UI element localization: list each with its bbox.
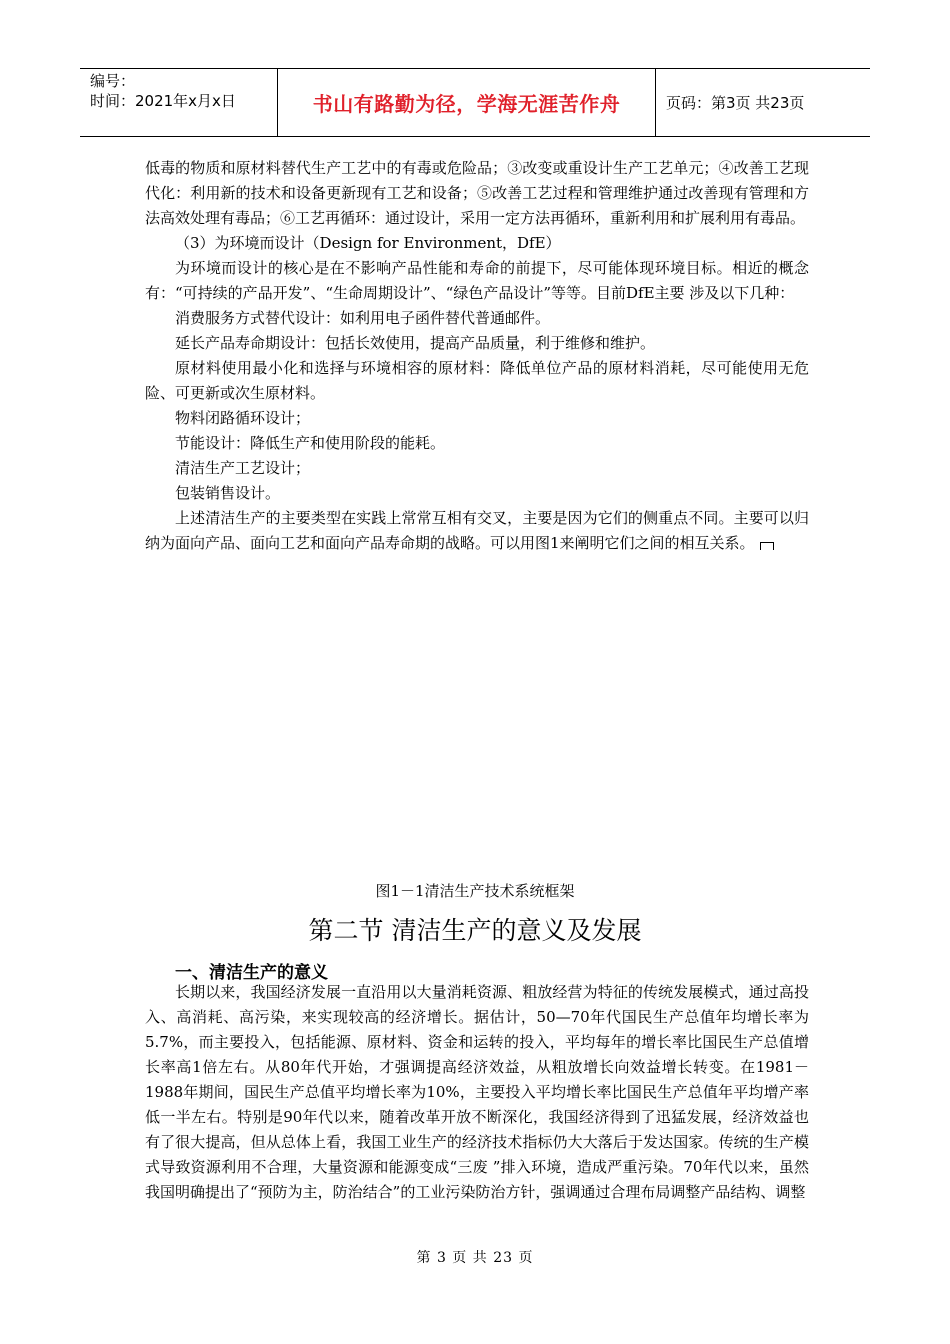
figure-caption: 图1－1清洁生产技术系统框架 bbox=[375, 882, 575, 900]
summary-text: 上述清洁生产的主要类型在实践上常常互相有交叉，主要是因为它们的侧重点不同。主要可以归纳为面向产品、面向工艺和面向产品寿命期的战略。可以用图1来阐明它们之间的相互关系。 bbox=[145, 509, 809, 552]
list-item-energy-saving: 节能设计：降低生产和使用阶段的能耗。 bbox=[175, 434, 446, 452]
paragraph-process-improvements: 低毒的物质和原材料替代生产工艺中的有毒或危险品；③改变或重设计生产工艺单元；④改善工艺现代化：利用新的技术和设备更新现有工艺和设备；⑤改善工艺过程和管理维护通过改善现有管理和方法高效处理有毒品；⑥工艺再循环：通过设计，采用一定方法再循环，重新利用和扩展利用有毒品。 bbox=[145, 159, 809, 227]
paragraph-dfe-heading: （3）为环境而设计（Design for Environment，DfE） bbox=[175, 234, 561, 252]
section-title: 第二节 清洁生产的意义及发展 bbox=[308, 916, 642, 945]
list-item-closed-loop: 物料闭路循环设计； bbox=[175, 409, 311, 427]
header-meta bbox=[80, 69, 278, 136]
header-motto: 书山有路勤为径，学海无涯苦作舟 bbox=[278, 69, 656, 136]
list-item-clean-process: 清洁生产工艺设计； bbox=[175, 459, 311, 477]
paragraph-dfe-core: 为环境而设计的核心是在不影响产品性能和寿命的前提下，尽可能体现环境目标。相近的概念有：“可持续的产品开发”、“生命周期设计”、“绿色产品设计”等等。目前DfE主要 涉及以下几种： bbox=[145, 259, 809, 302]
page-footer: 第 3 页 共 23 页 bbox=[416, 1250, 534, 1266]
page-header bbox=[80, 68, 870, 137]
subheading: 一、清洁生产的意义 bbox=[175, 963, 328, 983]
paragraph-summary bbox=[145, 506, 809, 556]
header-page-info: 页码：第3页 共23页 bbox=[666, 94, 805, 112]
paragraph-significance: 长期以来，我国经济发展一直沿用以大量消耗资源、粗放经营为特征的传统发展模式，通过高投入、高消耗、高污染，来实现较高的经济增长。据估计，50—70年代国民生产总值年均增长率为5.7%，而主要投入，包括能源、原材料、资金和运转的投入，平均每年的增长率比国民生产总值增长率高1倍左右。从80年代开始，才强调提高经济效益，从粗放增长向效益增长转变。在1981－1988年期间，国民生产总值平均增长率为10%，主要投入平均增长率比国民生产总值年平均增产率低一半左右。特别是90年代以来，随着改革开放不断深化，我国经济得到了迅猛发展，经济效益也有了很大提高，但从总体上看，我国工业生产的经济技术指标仍大大落后于发达国家。传统的生产模式导致资源利用不合理，大量资源和能源变成“三废 ”排入环境，造成严重污染。70年代以来，虽然我国明确提出了“预防为主，防治结合”的工业污染防治方针，强调通过合理布局调整产品结构、调整 bbox=[145, 983, 809, 1201]
list-item-service-substitution: 消费服务方式替代设计：如利用电子函件替代普通邮件。 bbox=[175, 309, 551, 327]
anchor-mark bbox=[760, 542, 774, 550]
body-top bbox=[145, 156, 809, 556]
document-number-label: 编号： bbox=[90, 72, 136, 90]
list-item-extend-lifetime: 延长产品寿命期设计：包括长效使用，提高产品质量，利于维修和维护。 bbox=[175, 334, 656, 352]
list-item-packaging: 包装销售设计。 bbox=[175, 484, 281, 502]
body-bottom bbox=[145, 980, 809, 1205]
document-date: 时间：2021年x月x日 bbox=[90, 92, 236, 110]
list-item-material-minimization: 原材料使用最小化和选择与环境相容的原材料：降低单位产品的原材料消耗，尽可能使用无危险、可更新或次生原材料。 bbox=[145, 359, 809, 402]
